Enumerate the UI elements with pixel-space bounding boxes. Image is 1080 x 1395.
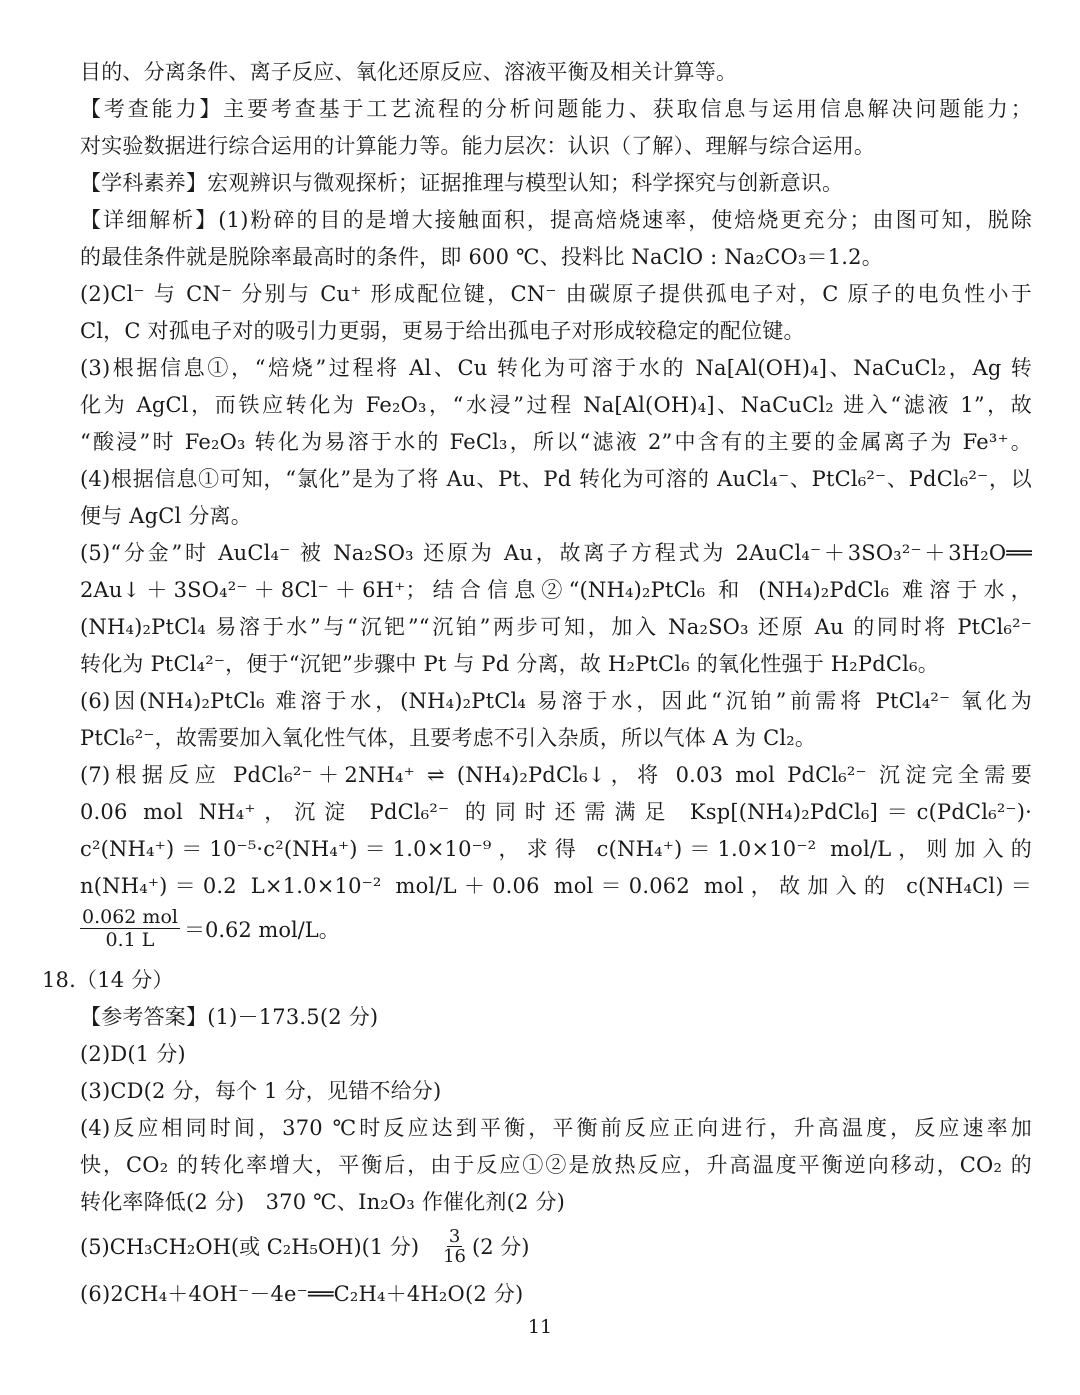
text-line: 目的、分离条件、离子反应、氧化还原反应、溶液平衡及相关计算等。 — [80, 60, 738, 84]
fraction-denominator: 0.1 L — [105, 929, 155, 951]
answer-5-text: (5)CH₃CH₂OH(或 C₂H₅OH)(1 分) — [80, 1235, 420, 1259]
text-line: (3)CD(2 分，每个 1 分，见错不给分) — [80, 1079, 442, 1103]
text-line: (4)反应相同时间，370 ℃时反应达到平衡，平衡前反应正向进行，升高温度，反应速率加 — [80, 1116, 1032, 1140]
text-line: 转化为 PtCl₄²⁻，便于“沉钯”步骤中 Pt 与 Pd 分离，故 H₂PtCl₆ 的氧化性强于 H₂PdCl₆。 — [80, 652, 939, 676]
text-line: 转化率降低(2 分) 370 ℃、In₂O₃ 作催化剂(2 分) — [80, 1190, 566, 1214]
text-line: (2)Cl⁻ 与 CN⁻ 分别与 Cu⁺ 形成配位键，CN⁻ 由碳原子提供孤电子对，C 原子的电负性小于 — [80, 282, 1032, 306]
fraction-numerator: 3 — [448, 1225, 461, 1247]
fraction-numerator: 0.062 mol — [82, 906, 178, 928]
fraction — [443, 1227, 466, 1266]
text-line: 对实验数据进行综合运用的计算能力等。能力层次：认识（了解）、理解与综合运用。 — [80, 134, 876, 158]
text-line: (2)D(1 分) — [80, 1042, 186, 1066]
text-line: c²(NH₄⁺)＝10⁻⁵·c²(NH₄⁺)＝1.0×10⁻⁹，求得 c(NH₄⁺)＝1.0×10⁻² mol/L，则加入的 — [80, 837, 1032, 861]
fraction — [80, 906, 180, 951]
text-line: “酸浸”时 Fe₂O₃ 转化为易溶于水的 FeCl₃，所以“滤液 2”中含有的主要的金属离子为 Fe³⁺。 — [80, 430, 1032, 454]
text-line: (3)根据信息①，“焙烧”过程将 Al、Cu 转化为可溶于水的 Na[Al(OH)₄]、NaCuCl₂，Ag 转 — [80, 356, 1032, 380]
text-line: n(NH₄⁺)＝0.2 L×1.0×10⁻² mol/L＋0.06 mol＝0.062 mol，故加入的 c(NH₄Cl)＝ — [80, 874, 1032, 898]
text-line: (NH₄)₂PtCl₄ 易溶于水”与“沉钯”“沉铂”两步可知，加入 Na₂SO₃ 还原 Au 的同时将 PtCl₆²⁻ — [80, 615, 1032, 639]
text-line: 便与 AgCl 分离。 — [80, 504, 252, 528]
text-line: 快，CO₂ 的转化率增大，平衡后，由于反应①②是放热反应，升高温度平衡逆向移动，CO₂ 的 — [80, 1153, 1032, 1177]
text-line: (7)根据反应 PdCl₆²⁻＋2NH₄⁺ ⇌ (NH₄)₂PdCl₆↓，将 0.03 mol PdCl₆²⁻ 沉淀完全需要 — [80, 763, 1032, 787]
text-line: (6)因(NH₄)₂PtCl₆ 难溶于水，(NH₄)₂PtCl₄ 易溶于水，因此“沉铂”前需将 PtCl₄²⁻ 氧化为 — [80, 689, 1032, 713]
text-line: 【详细解析】(1)粉碎的目的是增大接触面积，提高焙烧速率，使焙烧更充分；由图可知，脱除 — [80, 208, 1032, 232]
fraction-denominator: 16 — [443, 1245, 467, 1267]
text-line: (4)根据信息①可知，“氯化”是为了将 Au、Pt、Pd 转化为可溶的 AuCl₄⁻、PtCl₆²⁻、PdCl₆²⁻，以 — [80, 467, 1032, 491]
page-number: 11 — [527, 1316, 553, 1338]
text-line: 化为 AgCl，而铁应转化为 Fe₂O₃，“水浸”过程 Na[Al(OH)₄]、NaCuCl₂ 进入“滤液 1”，故 — [80, 393, 1032, 417]
text-line: Cl，C 对孤电子对的吸引力更弱，更易于给出孤电子对形成较稳定的配位键。 — [80, 319, 805, 343]
text-line: 的最佳条件就是脱除率最高时的条件，即 600 ℃、投料比 NaClO : Na₂CO₃＝1.2。 — [80, 245, 883, 269]
answer-5-score: (2 分) — [472, 1235, 530, 1259]
text-line: 2Au↓＋3SO₄²⁻＋8Cl⁻＋6H⁺；结合信息②“(NH₄)₂PtCl₆ 和 (NH₄)₂PdCl₆ 难溶于水， — [80, 578, 1032, 602]
question-18-header: 18.（14 分） — [42, 968, 174, 992]
answer-5-line — [80, 1226, 529, 1266]
text-line: (5)“分金”时 AuCl₄⁻ 被 Na₂SO₃ 还原为 Au，故离子方程式为 2AuCl₄⁻＋3SO₃²⁻＋3H₂O══ — [80, 541, 1032, 565]
text-line: 0.06 mol NH₄⁺，沉淀 PdCl₆²⁻ 的同时还需满足 Ksp[(NH₄)₂PdCl₆]＝c(PdCl₆²⁻)· — [80, 800, 1032, 824]
fraction-result: ＝0.62 mol/L。 — [183, 917, 340, 942]
text-line: 【参考答案】(1)－173.5(2 分) — [80, 1005, 379, 1029]
concentration-fraction — [80, 906, 340, 951]
text-line: PtCl₆²⁻，故需要加入氧化性气体，且要考虑不引入杂质，所以气体 A 为 Cl₂。 — [80, 726, 817, 750]
text-line: 【考查能力】主要考查基于工艺流程的分析问题能力、获取信息与运用信息解决问题能力； — [80, 97, 1032, 121]
text-line: 【学科素养】宏观辨识与微观探析；证据推理与模型认知；科学探究与创新意识。 — [80, 171, 844, 195]
text-line: (6)2CH₄＋4OH⁻－4e⁻══C₂H₄＋4H₂O(2 分) — [80, 1282, 524, 1306]
